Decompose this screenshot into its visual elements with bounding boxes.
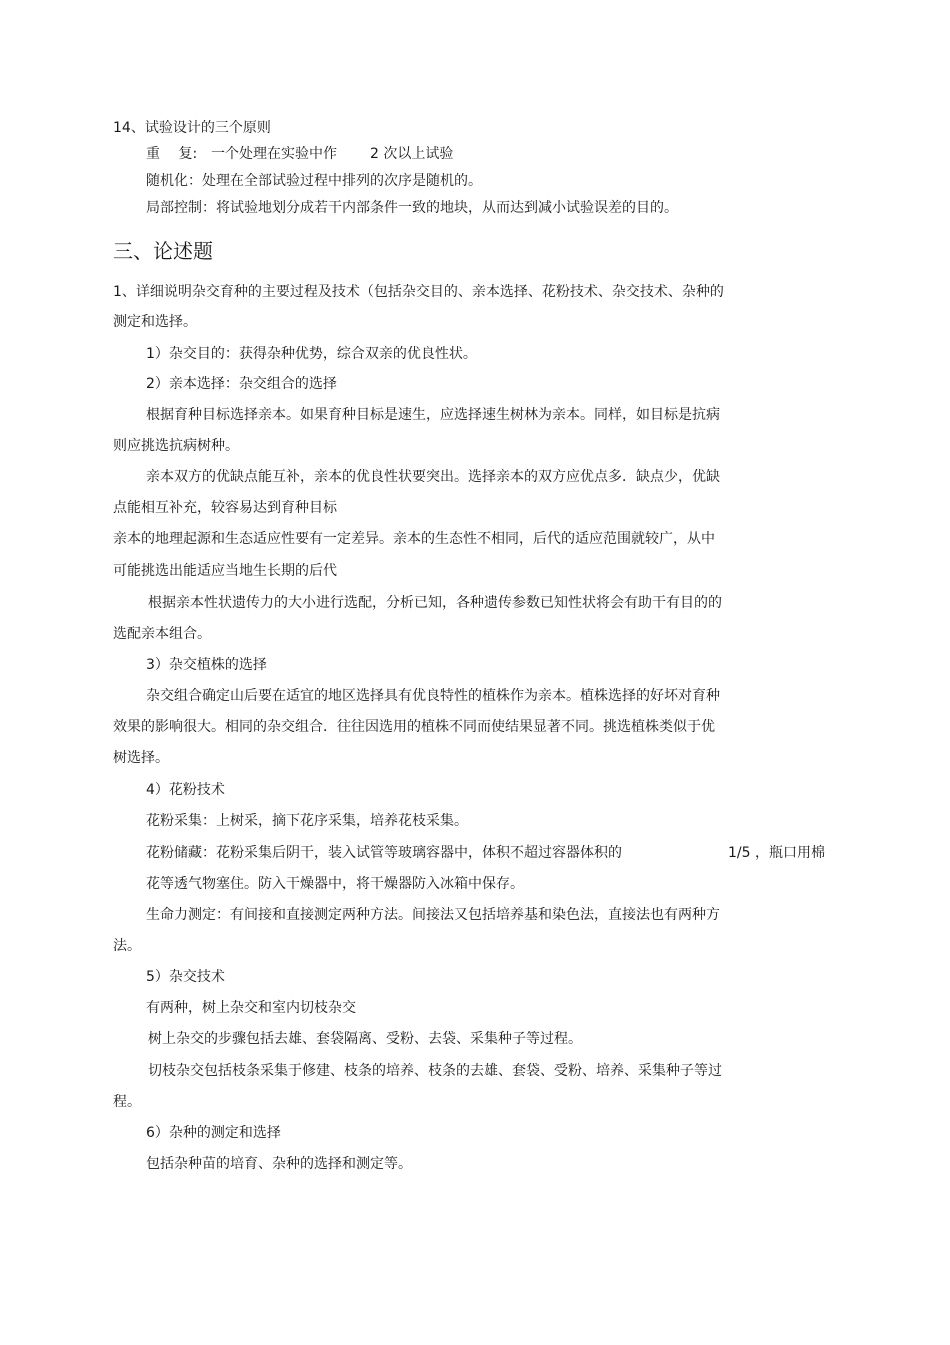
point-1-hybrid-purpose: 1）杂交目的：获得杂种优势，综合双亲的优良性状。 bbox=[146, 346, 477, 362]
pollen-collection: 花粉采集：上树采，摘下花序采集，培养花枝采集。 bbox=[146, 813, 468, 829]
crossing-on-tree: 树上杂交的步骤包括去雄、套袋隔离、受粉、去袋、采集种子等过程。 bbox=[148, 1031, 582, 1047]
viability-test-line-2: 法。 bbox=[113, 938, 141, 954]
principle-local-control: 局部控制：将试验地划分成若干内部条件一致的地块，从而达到减小试验误差的目的。 bbox=[146, 200, 678, 216]
point-6-hybrid-testing: 6）杂种的测定和选择 bbox=[146, 1125, 281, 1141]
crossing-cut-branch-line-2: 程。 bbox=[113, 1094, 141, 1110]
paragraph-3-line-3: 树选择。 bbox=[113, 750, 169, 766]
pollen-storage-line-2: 花等透气物塞住。防入干燥器中，将干燥器防入冰箱中保存。 bbox=[146, 876, 524, 892]
section-14-title: 14、试验设计的三个原则 bbox=[113, 120, 271, 136]
hybrid-testing-content: 包括杂种苗的培育、杂种的选择和测定等。 bbox=[146, 1156, 412, 1172]
principle-random: 随机化：处理在全部试验过程中排列的次序是随机的。 bbox=[146, 173, 482, 189]
principle-repeat-tail: 2 次以上试验 bbox=[370, 146, 454, 162]
point-3-plant-selection: 3）杂交植株的选择 bbox=[146, 657, 267, 673]
question-1-line-1: 1、详细说明杂交育种的主要过程及技术（包括杂交目的、亲本选择、花粉技术、杂交技术、杂种的 bbox=[113, 284, 724, 300]
crossing-cut-branch-line-1: 切枝杂交包括枝条采集于修建、枝条的培养、枝条的去雄、套袋、受粉、培养、采集种子等过 bbox=[148, 1063, 722, 1079]
paragraph-2a-line-1: 根据育种目标选择亲本。如果育种目标是速生，应选择速生树林为亲本。同样，如目标是抗病 bbox=[146, 407, 720, 423]
crossing-two-types: 有两种，树上杂交和室内切枝杂交 bbox=[146, 1000, 356, 1016]
pollen-storage-line-1: 花粉储藏：花粉采集后阴干，装入试管等玻璃容器中，体积不超过容器体积的 bbox=[146, 845, 622, 861]
principle-repeat-text: 一个处理在实验中作 bbox=[211, 146, 337, 162]
paragraph-2d-line-1: 根据亲本性状遗传力的大小进行选配，分析已知，各种遗传参数已知性状将会有助干有目的的 bbox=[148, 595, 722, 611]
paragraph-2d-line-2: 选配亲本组合。 bbox=[113, 626, 211, 642]
question-1-line-2: 测定和选择。 bbox=[113, 314, 197, 330]
paragraph-2c-line-1: 亲本的地理起源和生态适应性要有一定差异。亲本的生态性不相同，后代的适应范围就较广，从中 bbox=[113, 531, 715, 547]
section-3-heading: 三、论述题 bbox=[113, 239, 213, 263]
paragraph-3-line-1: 杂交组合确定山后要在适宜的地区选择具有优良特性的植株作为亲本。植株选择的好坏对育种 bbox=[146, 688, 720, 704]
point-2-parent-selection: 2）亲本选择：杂交组合的选择 bbox=[146, 376, 337, 392]
paragraph-2b-line-2: 点能相互补充，较容易达到育种目标 bbox=[113, 500, 337, 516]
point-5-crossing-technique: 5）杂交技术 bbox=[146, 969, 225, 985]
principle-repeat-label: 重 复: bbox=[146, 146, 198, 162]
paragraph-2a-line-2: 则应挑选抗病树种。 bbox=[113, 438, 239, 454]
viability-test-line-1: 生命力测定：有间接和直接测定两种方法。间接法又包括培养基和染色法，直接法也有两种方 bbox=[146, 907, 720, 923]
paragraph-2c-line-2: 可能挑选出能适应当地生长期的后代 bbox=[113, 563, 337, 579]
paragraph-2b-line-1: 亲本双方的优缺点能互补，亲本的优良性状要突出。选择亲本的双方应优点多．缺点少，优缺 bbox=[146, 469, 720, 485]
paragraph-3-line-2: 效果的影响很大。相同的杂交组合．往往因选用的植株不同而使结果显著不同。挑选植株类似于优 bbox=[113, 719, 715, 735]
point-4-pollen-technique: 4）花粉技术 bbox=[146, 782, 225, 798]
pollen-storage-tail: 1/5 ，瓶口用棉 bbox=[728, 845, 825, 861]
